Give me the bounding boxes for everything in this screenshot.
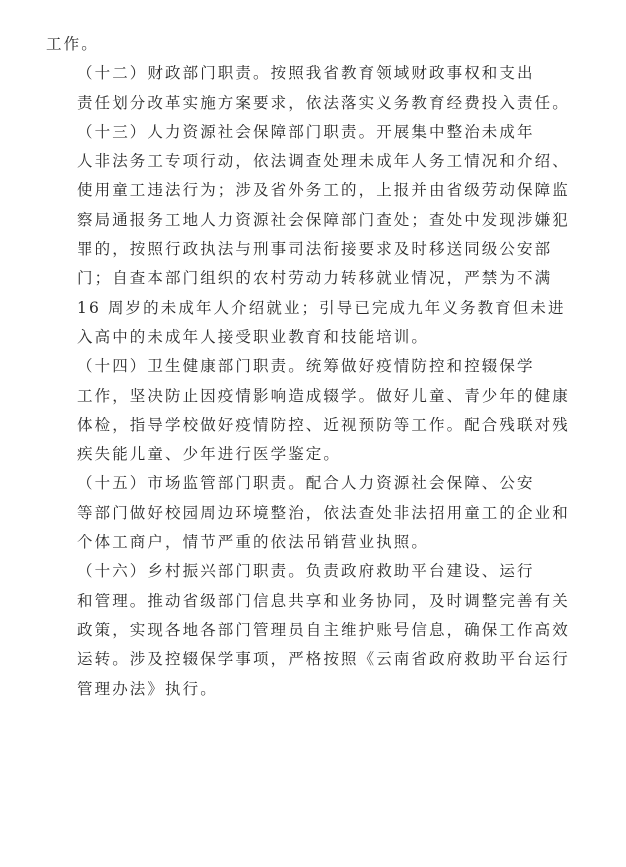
text-line: 疾失能儿童、少年进行医学鉴定。 <box>77 445 342 464</box>
text-line: （十三）人力资源社会保障部门职责。开展集中整治未成年 <box>77 122 535 141</box>
text-line: 入高中的未成年人接受职业教育和技能培训。 <box>77 327 430 346</box>
text-line: （十六）乡村振兴部门职责。负责政府救助平台建设、运行 <box>77 562 535 581</box>
text-line: 和管理。推动省级部门信息共享和业务协同，及时调整完善有关 <box>77 591 570 610</box>
paragraph <box>46 59 588 118</box>
text-line: 工作，坚决防止因疫情影响造成辍学。做好儿童、青少年的健康 <box>77 386 570 405</box>
paragraph <box>46 118 588 352</box>
text-line: 工作。 <box>46 35 99 53</box>
text-line: 人非法务工专项行动，依法调查处理未成年人务工情况和介绍、 <box>77 152 570 171</box>
paragraph <box>46 30 588 59</box>
paragraph <box>46 557 588 703</box>
paragraph <box>46 469 588 557</box>
text-line: （十二）财政部门职责。按照我省教育领域财政事权和支出 <box>77 64 535 83</box>
text-line: 管理办法》执行。 <box>77 679 218 698</box>
text-line: 体检，指导学校做好疫情防控、近视预防等工作。配合残联对残 <box>77 415 570 434</box>
text-line: 等部门做好校园周边环境整治，依法查处非法招用童工的企业和 <box>77 503 570 522</box>
document-body <box>46 30 588 704</box>
paragraph <box>46 352 588 469</box>
text-line: 门；自查本部门组织的农村劳动力转移就业情况，严禁为不满 <box>77 269 553 288</box>
text-line: 政策，实现各地各部门管理员自主维护账号信息，确保工作高效 <box>77 620 570 639</box>
text-line: 察局通报务工地人力资源社会保障部门查处；查处中发现涉嫌犯 <box>77 210 570 229</box>
text-line: （十五）市场监管部门职责。配合人力资源社会保障、公安 <box>77 474 535 493</box>
text-line: 个体工商户，情节严重的依法吊销营业执照。 <box>77 533 430 552</box>
text-line: 运转。涉及控辍保学事项，严格按照《云南省政府救助平台运行 <box>77 650 570 669</box>
text-line: 罪的，按照行政执法与刑事司法衔接要求及时移送同级公安部 <box>77 240 553 259</box>
text-line: （十四）卫生健康部门职责。统筹做好疫情防控和控辍保学 <box>77 357 535 376</box>
text-line: 责任划分改革实施方案要求，依法落实义务教育经费投入责任。 <box>77 93 570 112</box>
text-line: 16 周岁的未成年人介绍就业；引导已完成九年义务教育但未进 <box>77 298 566 317</box>
text-line: 使用童工违法行为；涉及省外务工的，上报并由省级劳动保障监 <box>77 181 570 200</box>
